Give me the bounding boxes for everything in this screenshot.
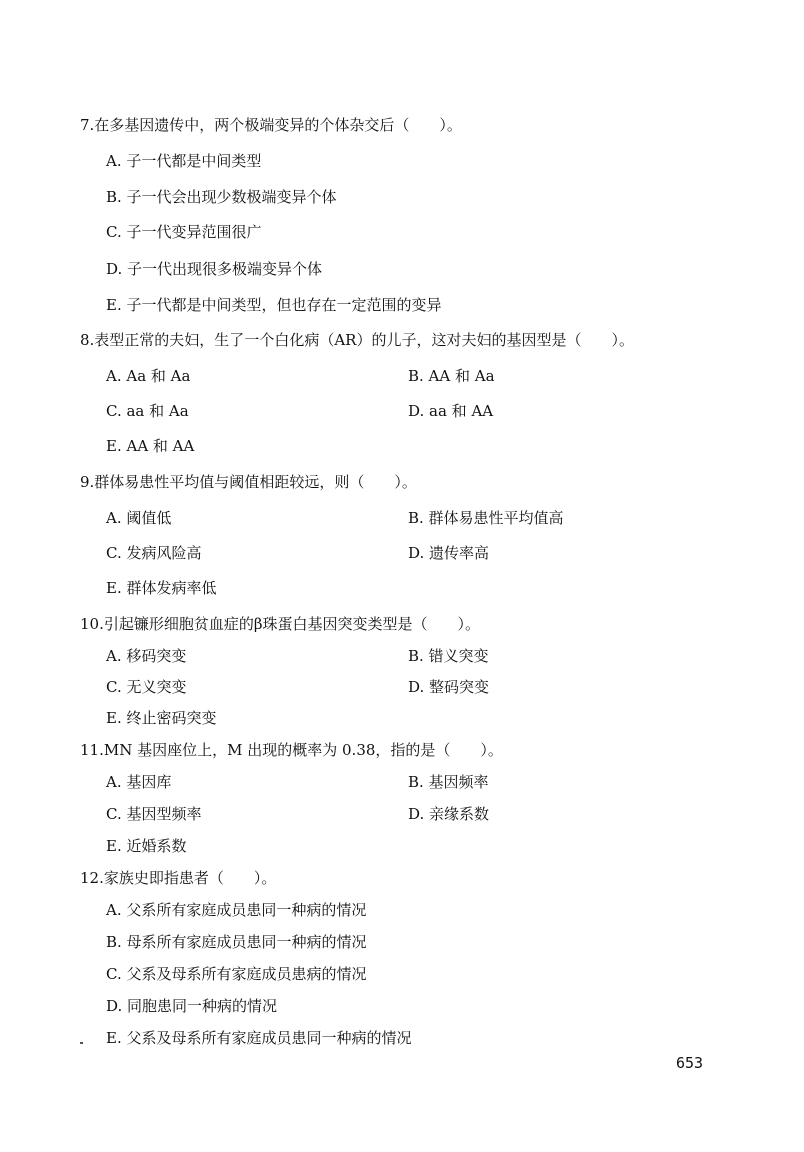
question-12-option-b: B. 母系所有家庭成员患同一种病的情况 xyxy=(106,933,367,951)
question-9-option-a: A. 阈值低 xyxy=(106,509,172,527)
question-7-option-e: E. 子一代都是中间类型，但也存在一定范围的变异 xyxy=(106,296,442,314)
question-7-option-a: A. 子一代都是中间类型 xyxy=(106,152,262,170)
question-11-option-e: E. 近婚系数 xyxy=(106,837,187,855)
question-11-option-a: A. 基因库 xyxy=(106,773,172,791)
question-10-option-d: D. 整码突变 xyxy=(408,678,490,696)
page-number: 653 xyxy=(676,1054,704,1072)
question-8-option-b: B. AA 和 Aa xyxy=(408,367,495,385)
question-11-option-d: D. 亲缘系数 xyxy=(408,805,490,823)
question-12-option-d: D. 同胞患同一种病的情况 xyxy=(106,997,278,1015)
question-8-option-d: D. aa 和 AA xyxy=(408,402,494,420)
scan-speck xyxy=(80,1042,83,1044)
question-8-option-c: C. aa 和 Aa xyxy=(106,402,189,420)
question-7-option-c: C. 子一代变异范围很广 xyxy=(106,223,262,241)
question-11-option-b: B. 基因频率 xyxy=(408,773,489,791)
question-10-option-b: B. 错义突变 xyxy=(408,647,489,665)
question-11-stem: 11.MN 基因座位上，M 出现的概率为 0.38，指的是（ ）。 xyxy=(80,741,503,759)
question-10-option-c: C. 无义突变 xyxy=(106,678,187,696)
question-9-option-d: D. 遗传率高 xyxy=(408,544,490,562)
question-7-option-d: D. 子一代出现很多极端变异个体 xyxy=(106,260,323,278)
question-9-option-e: E. 群体发病率低 xyxy=(106,579,217,597)
question-7-option-b: B. 子一代会出现少数极端变异个体 xyxy=(106,188,337,206)
question-10-option-a: A. 移码突变 xyxy=(106,647,187,665)
question-12-option-c: C. 父系及母系所有家庭成员患病的情况 xyxy=(106,965,367,983)
question-8-stem: 8.表型正常的夫妇，生了一个白化病（AR）的儿子，这对夫妇的基因型是（ ）。 xyxy=(80,331,634,349)
question-12-option-e: E. 父系及母系所有家庭成员患同一种病的情况 xyxy=(106,1029,412,1047)
question-9-option-c: C. 发病风险高 xyxy=(106,544,202,562)
question-10-option-e: E. 终止密码突变 xyxy=(106,709,217,727)
question-8-option-e: E. AA 和 AA xyxy=(106,437,195,455)
question-8-option-a: A. Aa 和 Aa xyxy=(106,367,191,385)
question-12-stem: 12.家族史即指患者（ ）。 xyxy=(80,869,277,887)
question-11-option-c: C. 基因型频率 xyxy=(106,805,202,823)
question-7-stem: 7.在多基因遗传中，两个极端变异的个体杂交后（ ）。 xyxy=(80,116,462,134)
question-9-option-b: B. 群体易患性平均值高 xyxy=(408,509,564,527)
question-12-option-a: A. 父系所有家庭成员患同一种病的情况 xyxy=(106,901,367,919)
question-9-stem: 9.群体易患性平均值与阈值相距较远，则（ ）。 xyxy=(80,473,417,491)
question-10-stem: 10.引起镰形细胞贫血症的β珠蛋白基因突变类型是（ ）。 xyxy=(80,615,481,633)
